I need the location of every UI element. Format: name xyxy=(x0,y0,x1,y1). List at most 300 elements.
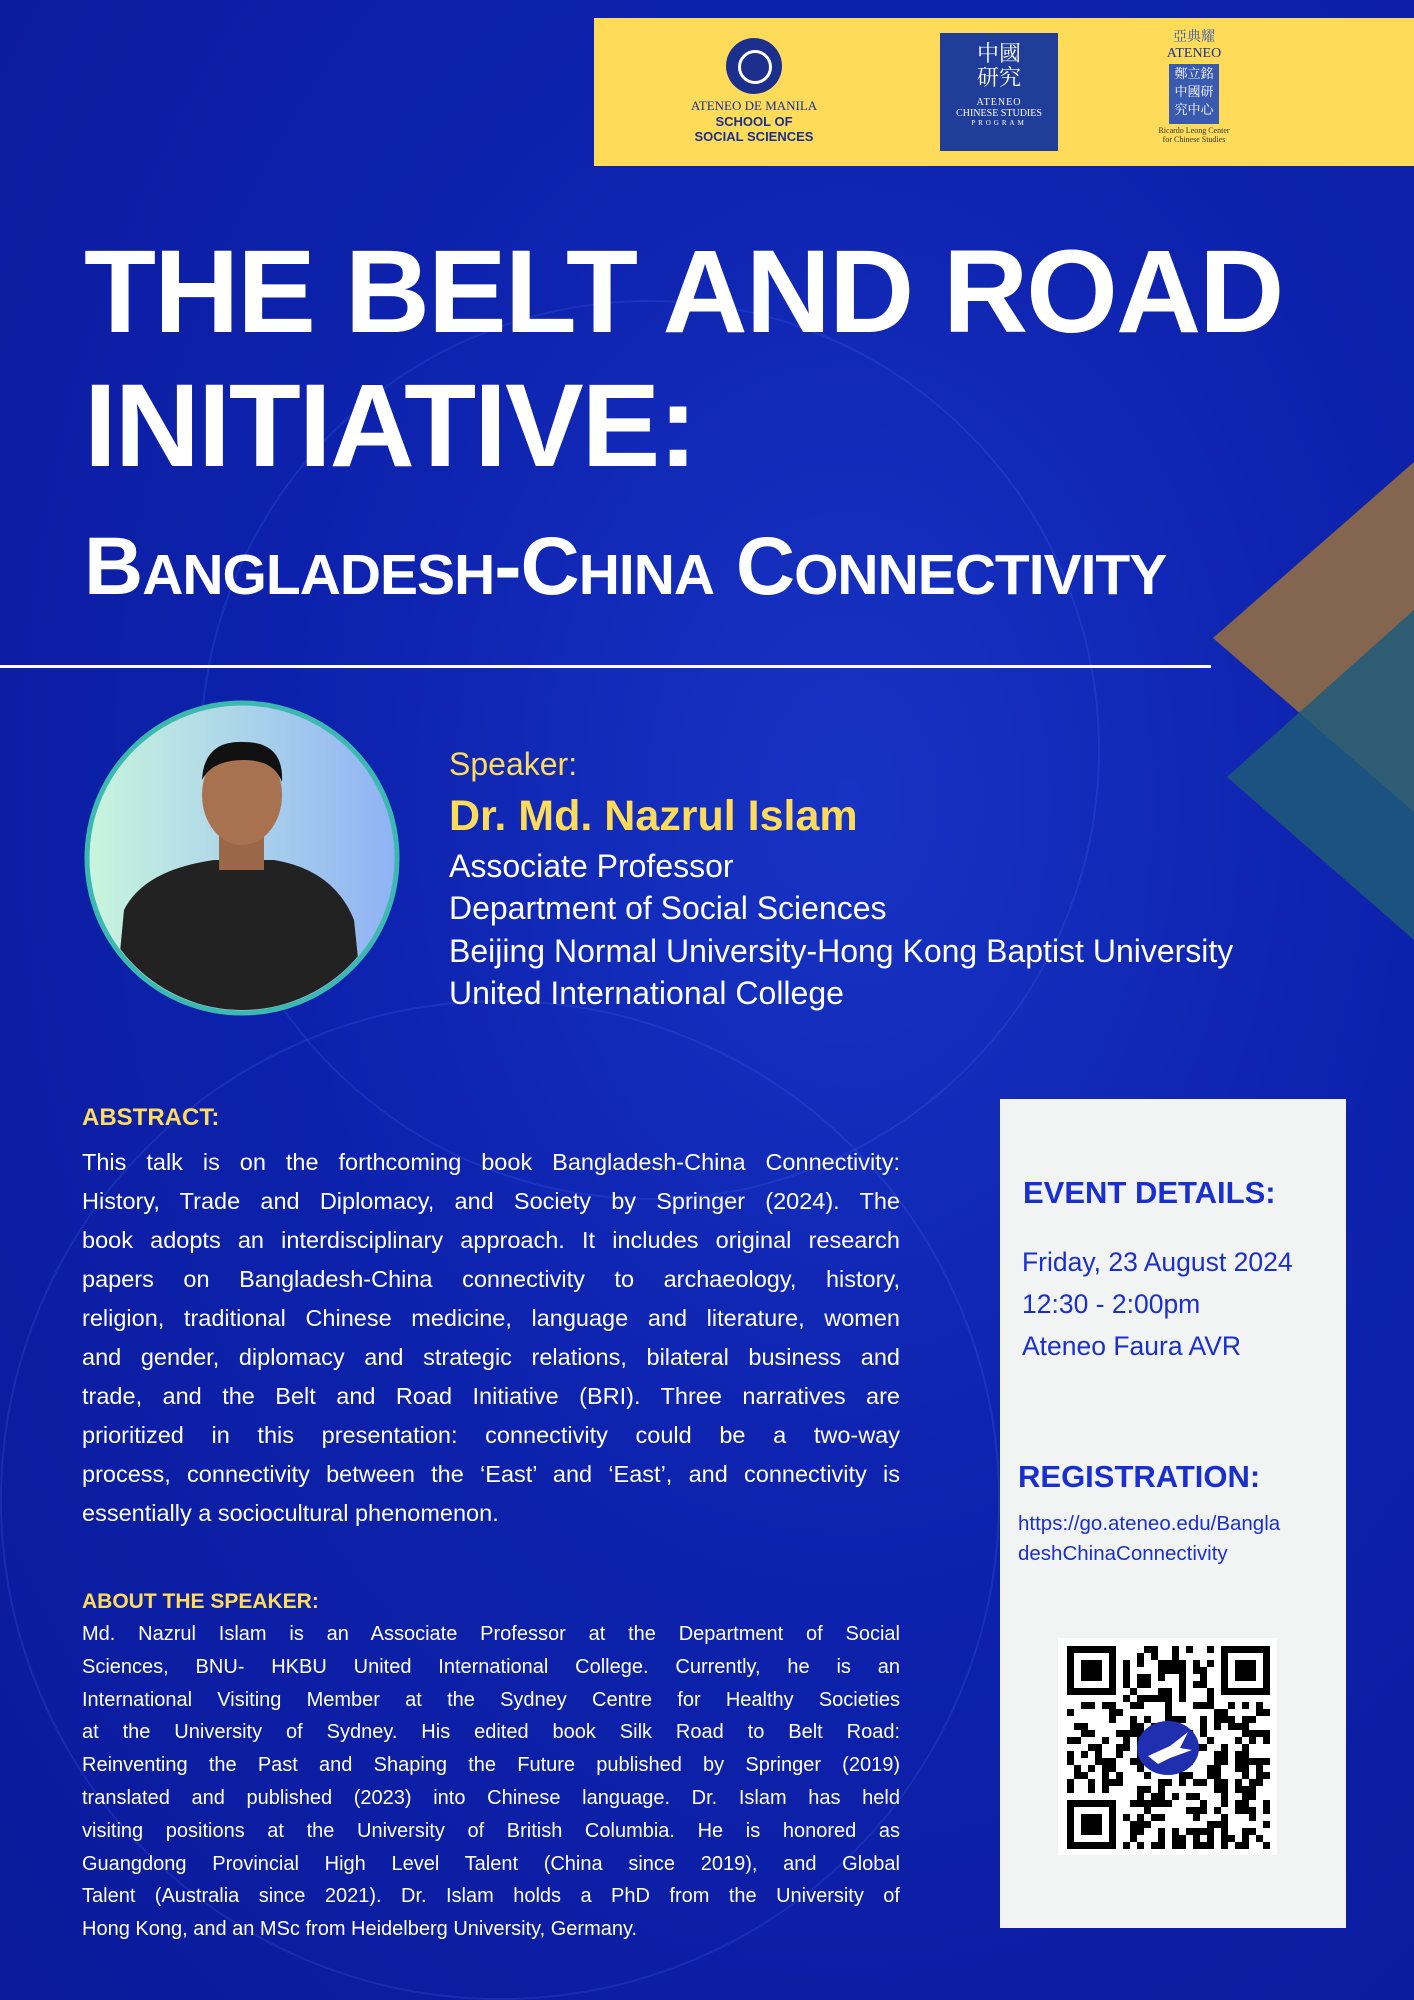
qr-module xyxy=(1172,1667,1179,1674)
about-line: Reinventing the Past and Shaping the Future published by Springer (2019) xyxy=(82,1754,900,1777)
qr-module xyxy=(1193,1667,1200,1674)
qr-module xyxy=(1172,1646,1179,1653)
divider xyxy=(0,665,1211,668)
event-details-heading: EVENT DETAILS: xyxy=(1023,1175,1276,1210)
qr-module xyxy=(1235,1842,1242,1849)
qr-module xyxy=(1137,1653,1144,1660)
abstract-line: process, connectivity between the ‘East’ and ‘East’, and connectivity is xyxy=(82,1461,900,1487)
abstract-line: book adopts an interdisciplinary approach. It includes original research xyxy=(82,1227,900,1253)
about-line: Guangdong Provincial High Level Talent (China since 2019), and Global xyxy=(82,1852,900,1875)
qr-module xyxy=(1242,1835,1249,1842)
title-line-1: THE BELT AND ROAD xyxy=(84,226,1283,358)
qr-module xyxy=(1207,1688,1214,1695)
qr-module xyxy=(1137,1800,1144,1807)
qr-module xyxy=(1158,1835,1165,1842)
qr-module xyxy=(1186,1646,1193,1653)
qr-module xyxy=(1228,1716,1235,1723)
qr-module xyxy=(1102,1779,1109,1786)
qr-module xyxy=(1200,1681,1207,1688)
qr-module xyxy=(1200,1723,1207,1730)
qr-module xyxy=(1123,1667,1130,1674)
qr-module xyxy=(1123,1842,1130,1849)
qr-module xyxy=(1116,1709,1123,1716)
qr-module xyxy=(1221,1793,1228,1800)
qr-module xyxy=(1221,1821,1228,1828)
qr-module xyxy=(1151,1800,1158,1807)
registration-url-line: deshChinaConnectivity xyxy=(1018,1542,1228,1565)
qr-module xyxy=(1130,1702,1137,1709)
qr-module xyxy=(1193,1793,1200,1800)
qr-module xyxy=(1137,1674,1144,1681)
qr-module xyxy=(1130,1730,1137,1737)
qr-module xyxy=(1200,1842,1207,1849)
logo-line: PROGRAM xyxy=(971,119,1027,128)
qr-module xyxy=(1137,1793,1144,1800)
qr-module xyxy=(1123,1730,1130,1737)
qr-module xyxy=(1137,1723,1144,1730)
qr-module xyxy=(1130,1835,1137,1842)
qr-module xyxy=(1088,1765,1095,1772)
speaker-department: Department of Social Sciences xyxy=(449,890,887,926)
qr-module xyxy=(1102,1772,1109,1779)
about-line: visiting positions at the University of British Columbia. He is honored as xyxy=(82,1819,900,1842)
qr-module xyxy=(1116,1751,1123,1758)
qr-module xyxy=(1137,1842,1144,1849)
qr-module xyxy=(1165,1779,1172,1786)
about-line: at the University of Sydney. His edited book Silk Road to Belt Road: xyxy=(82,1721,900,1744)
qr-module xyxy=(1088,1744,1095,1751)
qr-module xyxy=(1158,1695,1165,1702)
qr-module xyxy=(1214,1723,1221,1730)
qr-module xyxy=(1144,1674,1151,1681)
qr-module xyxy=(1179,1716,1186,1723)
qr-module xyxy=(1144,1772,1151,1779)
qr-module xyxy=(1151,1646,1158,1653)
qr-module xyxy=(1081,1751,1088,1758)
qr-module xyxy=(1081,1702,1088,1709)
qr-module xyxy=(1102,1786,1109,1793)
qr-module xyxy=(1109,1779,1116,1786)
qr-module xyxy=(1158,1660,1165,1667)
qr-module xyxy=(1179,1674,1186,1681)
qr-module xyxy=(1242,1744,1249,1751)
qr-module xyxy=(1249,1758,1256,1765)
qr-module xyxy=(1242,1751,1249,1758)
qr-module xyxy=(1200,1800,1207,1807)
qr-module xyxy=(1144,1786,1151,1793)
qr-module xyxy=(1214,1772,1221,1779)
qr-module xyxy=(1172,1835,1179,1842)
qr-module xyxy=(1158,1814,1165,1821)
qr-module xyxy=(1242,1723,1249,1730)
qr-module xyxy=(1165,1702,1172,1709)
qr-module xyxy=(1193,1779,1200,1786)
qr-module xyxy=(1193,1814,1200,1821)
qr-module xyxy=(1130,1758,1137,1765)
qr-module xyxy=(1242,1758,1249,1765)
qr-module xyxy=(1172,1793,1179,1800)
qr-module xyxy=(1200,1744,1207,1751)
qr-module xyxy=(1179,1681,1186,1688)
qr-module xyxy=(1249,1716,1256,1723)
about-line: Talent (Australia since 2021). Dr. Islam holds a PhD from the University of xyxy=(82,1885,900,1908)
qr-module xyxy=(1081,1730,1088,1737)
qr-module xyxy=(1249,1779,1256,1786)
qr-module xyxy=(1123,1814,1130,1821)
qr-module xyxy=(1074,1737,1081,1744)
qr-module xyxy=(1165,1660,1172,1667)
triskelion-icon xyxy=(726,38,782,94)
qr-module xyxy=(1102,1758,1109,1765)
qr-module xyxy=(1074,1765,1081,1772)
qr-module xyxy=(1214,1709,1221,1716)
qr-module xyxy=(1186,1807,1193,1814)
qr-module xyxy=(1109,1709,1116,1716)
qr-module xyxy=(1256,1758,1263,1765)
qr-module xyxy=(1158,1828,1165,1835)
about-line: Hong Kong, and an MSc from Heidelberg University, Germany. xyxy=(82,1918,638,1941)
qr-module xyxy=(1221,1835,1228,1842)
qr-module xyxy=(1144,1800,1151,1807)
qr-module xyxy=(1235,1807,1242,1814)
qr-module xyxy=(1172,1828,1179,1835)
qr-module xyxy=(1158,1793,1165,1800)
qr-module xyxy=(1144,1695,1151,1702)
qr-module xyxy=(1221,1709,1228,1716)
qr-module xyxy=(1221,1800,1228,1807)
qr-module xyxy=(1242,1800,1249,1807)
qr-module xyxy=(1242,1702,1249,1709)
qr-module xyxy=(1186,1828,1193,1835)
qr-module xyxy=(1263,1842,1270,1849)
qr-module xyxy=(1256,1765,1263,1772)
qr-module xyxy=(1158,1688,1165,1695)
logo-chars: 鄭立銘中國研究中心 xyxy=(1169,64,1219,124)
qr-module xyxy=(1144,1807,1151,1814)
qr-module xyxy=(1137,1765,1144,1772)
abstract-line: History, Trade and Diplomacy, and Society by Springer (2024). The xyxy=(82,1188,900,1214)
qr-module xyxy=(1081,1814,1102,1835)
qr-module xyxy=(1200,1702,1207,1709)
qr-module xyxy=(1151,1653,1158,1660)
qr-module xyxy=(1158,1779,1165,1786)
qr-module xyxy=(1179,1667,1186,1674)
qr-module xyxy=(1137,1828,1144,1835)
qr-module xyxy=(1137,1821,1144,1828)
qr-module xyxy=(1151,1814,1158,1821)
qr-module xyxy=(1221,1828,1228,1835)
qr-module xyxy=(1130,1716,1137,1723)
qr-module xyxy=(1186,1772,1193,1779)
qr-module xyxy=(1235,1779,1242,1786)
qr-module xyxy=(1221,1751,1228,1758)
qr-module xyxy=(1081,1772,1088,1779)
logo-line: for Chinese Studies xyxy=(1162,135,1226,144)
qr-module xyxy=(1235,1765,1242,1772)
qr-module xyxy=(1235,1751,1242,1758)
qr-module xyxy=(1144,1821,1151,1828)
qr-module xyxy=(1221,1786,1228,1793)
qr-module xyxy=(1067,1709,1074,1716)
qr-module xyxy=(1179,1779,1186,1786)
qr-module xyxy=(1249,1828,1256,1835)
logo-line: SCHOOL OF xyxy=(715,114,793,129)
event-time: 12:30 - 2:00pm xyxy=(1022,1289,1201,1319)
qr-module xyxy=(1067,1758,1074,1765)
qr-module xyxy=(1214,1758,1221,1765)
abstract-line: religion, traditional Chinese medicine, language and literature, women xyxy=(82,1305,900,1331)
qr-module xyxy=(1235,1786,1242,1793)
qr-module xyxy=(1235,1758,1242,1765)
speaker-college: United International College xyxy=(449,975,844,1011)
qr-module xyxy=(1116,1779,1123,1786)
qr-module xyxy=(1193,1807,1200,1814)
event-details-panel xyxy=(1000,1099,1346,1928)
qr-module xyxy=(1130,1821,1137,1828)
qr-module xyxy=(1179,1772,1186,1779)
qr-module xyxy=(1123,1737,1130,1744)
qr-module xyxy=(1200,1667,1207,1674)
qr-module xyxy=(1158,1674,1165,1681)
qr-module xyxy=(1067,1737,1074,1744)
qr-module xyxy=(1088,1702,1095,1709)
qr-module xyxy=(1123,1660,1130,1667)
qr-module xyxy=(1193,1842,1200,1849)
qr-module xyxy=(1179,1695,1186,1702)
qr-module xyxy=(1207,1842,1214,1849)
qr-module xyxy=(1200,1674,1207,1681)
logo-line: ATENEO xyxy=(1166,46,1222,61)
about-line: Sciences, BNU- HKBU United International College. Currently, he is an xyxy=(82,1655,900,1678)
qr-module xyxy=(1249,1730,1256,1737)
speaker-university: Beijing Normal University-Hong Kong Baptist University xyxy=(449,933,1234,969)
qr-module xyxy=(1242,1828,1249,1835)
abstract-line: papers on Bangladesh-China connectivity to archaeology, history, xyxy=(82,1266,900,1292)
qr-module xyxy=(1081,1660,1102,1681)
qr-module xyxy=(1221,1842,1228,1849)
qr-module xyxy=(1242,1772,1249,1779)
qr-module xyxy=(1207,1737,1214,1744)
qr-module xyxy=(1137,1702,1144,1709)
qr-module xyxy=(1221,1716,1228,1723)
qr-module xyxy=(1074,1723,1081,1730)
qr-module xyxy=(1207,1835,1214,1842)
qr-module xyxy=(1088,1786,1095,1793)
qr-module xyxy=(1144,1646,1151,1653)
qr-module xyxy=(1067,1779,1074,1786)
qr-module xyxy=(1214,1821,1221,1828)
qr-module xyxy=(1256,1779,1263,1786)
qr-module xyxy=(1165,1709,1172,1716)
qr-code-icon[interactable] xyxy=(1058,1638,1277,1855)
qr-module xyxy=(1179,1842,1186,1849)
qr-module xyxy=(1214,1716,1221,1723)
qr-module xyxy=(1207,1765,1214,1772)
qr-module xyxy=(1172,1660,1179,1667)
about-line: translated and published (2023) into Chinese language. Dr. Islam has held xyxy=(82,1786,900,1809)
qr-module xyxy=(1249,1807,1256,1814)
qr-module xyxy=(1151,1793,1158,1800)
qr-module xyxy=(1123,1674,1130,1681)
qr-module xyxy=(1256,1730,1263,1737)
qr-module xyxy=(1249,1737,1256,1744)
qr-module xyxy=(1214,1779,1221,1786)
qr-module xyxy=(1207,1660,1214,1667)
speaker-title: Associate Professor xyxy=(449,848,734,884)
qr-module xyxy=(1074,1772,1081,1779)
qr-module xyxy=(1193,1660,1200,1667)
qr-module xyxy=(1088,1779,1095,1786)
qr-module xyxy=(1263,1730,1270,1737)
qr-module xyxy=(1235,1800,1242,1807)
qr-module xyxy=(1130,1828,1137,1835)
qr-module xyxy=(1102,1737,1109,1744)
logo-school-of-social-sciences xyxy=(654,38,854,144)
qr-module xyxy=(1242,1716,1249,1723)
qr-module xyxy=(1263,1758,1270,1765)
qr-module xyxy=(1214,1807,1221,1814)
qr-module xyxy=(1116,1730,1123,1737)
qr-module xyxy=(1249,1793,1256,1800)
qr-module xyxy=(1214,1765,1221,1772)
qr-module xyxy=(1123,1744,1130,1751)
qr-module xyxy=(1130,1723,1137,1730)
qr-module xyxy=(1263,1737,1270,1744)
qr-module xyxy=(1221,1744,1228,1751)
abstract-line: essentially a sociocultural phenomenon. xyxy=(82,1500,499,1526)
qr-module xyxy=(1165,1688,1172,1695)
qr-module xyxy=(1207,1695,1214,1702)
qr-module xyxy=(1158,1667,1165,1674)
qr-module xyxy=(1207,1646,1214,1653)
qr-module xyxy=(1200,1828,1207,1835)
qr-module xyxy=(1179,1660,1186,1667)
qr-module xyxy=(1172,1653,1179,1660)
qr-module xyxy=(1158,1800,1165,1807)
qr-module xyxy=(1221,1814,1228,1821)
qr-module xyxy=(1249,1814,1256,1821)
qr-module xyxy=(1200,1716,1207,1723)
qr-module xyxy=(1137,1814,1144,1821)
qr-module xyxy=(1165,1800,1172,1807)
qr-module xyxy=(1214,1786,1221,1793)
about-line: International Visiting Member at the Sydney Centre for Healthy Societies xyxy=(82,1688,900,1711)
qr-module xyxy=(1123,1681,1130,1688)
qr-module xyxy=(1116,1744,1123,1751)
qr-module xyxy=(1102,1765,1109,1772)
logo-chars: 中國研究 xyxy=(976,42,1021,92)
qr-module xyxy=(1193,1702,1200,1709)
qr-module xyxy=(1095,1758,1102,1765)
qr-module xyxy=(1109,1716,1116,1723)
abstract-line: prioritized in this presentation: connectivity could be a two-way xyxy=(82,1422,900,1448)
logo-chars: 亞典耀 xyxy=(1173,29,1215,45)
qr-module xyxy=(1193,1828,1200,1835)
qr-module xyxy=(1256,1702,1263,1709)
qr-module xyxy=(1242,1730,1249,1737)
qr-module xyxy=(1151,1842,1158,1849)
abstract-line: trade, and the Belt and Road Initiative (BRI). Three narratives are xyxy=(82,1383,900,1409)
logo-line: ATENEO DE MANILA xyxy=(690,98,818,113)
qr-module xyxy=(1130,1688,1137,1695)
logo-line: CHINESE STUDIES xyxy=(956,108,1042,120)
qr-module xyxy=(1228,1723,1235,1730)
registration-heading: REGISTRATION: xyxy=(1018,1459,1261,1494)
qr-module xyxy=(1228,1835,1235,1842)
qr-module xyxy=(1116,1772,1123,1779)
qr-module xyxy=(1130,1800,1137,1807)
qr-module xyxy=(1144,1716,1151,1723)
event-venue: Ateneo Faura AVR xyxy=(1022,1331,1242,1361)
logo-line: Ricardo Leong Center xyxy=(1158,126,1230,135)
qr-module xyxy=(1109,1765,1116,1772)
qr-module xyxy=(1088,1730,1095,1737)
title-line-2: INITIATIVE: xyxy=(84,360,696,492)
qr-module xyxy=(1235,1737,1242,1744)
qr-module xyxy=(1165,1695,1172,1702)
qr-module xyxy=(1263,1807,1270,1814)
qr-module xyxy=(1095,1744,1102,1751)
about-body xyxy=(82,1618,900,1946)
qr-module xyxy=(1221,1758,1228,1765)
speaker-photo xyxy=(84,700,400,1016)
qr-module xyxy=(1172,1842,1179,1849)
qr-module xyxy=(1067,1751,1074,1758)
qr-module xyxy=(1158,1842,1165,1849)
qr-module xyxy=(1137,1695,1144,1702)
registration-link[interactable] xyxy=(1018,1509,1280,1569)
logo-line: SOCIAL SCIENCES xyxy=(694,129,814,144)
qr-module xyxy=(1207,1702,1214,1709)
qr-module xyxy=(1242,1807,1249,1814)
abstract-line: and gender, diplomacy and strategic relations, bilateral business and xyxy=(82,1344,900,1370)
qr-module xyxy=(1221,1779,1228,1786)
qr-code-graphic xyxy=(1058,1638,1277,1855)
qr-module xyxy=(1263,1800,1270,1807)
logo-banner xyxy=(594,18,1414,166)
abstract-body xyxy=(82,1143,900,1533)
qr-module xyxy=(1235,1660,1256,1681)
about-line: Md. Nazrul Islam is an Associate Professor at the Department of Social xyxy=(82,1623,900,1645)
qr-module xyxy=(1242,1842,1249,1849)
about-heading: ABOUT THE SPEAKER: xyxy=(82,1590,319,1613)
qr-module xyxy=(1200,1779,1207,1786)
qr-module xyxy=(1263,1821,1270,1828)
qr-module xyxy=(1207,1828,1214,1835)
qr-module xyxy=(1228,1702,1235,1709)
qr-module xyxy=(1263,1772,1270,1779)
qr-module xyxy=(1179,1688,1186,1695)
qr-module xyxy=(1200,1730,1207,1737)
qr-module xyxy=(1067,1786,1074,1793)
qr-module xyxy=(1193,1835,1200,1842)
qr-module xyxy=(1256,1835,1263,1842)
qr-module xyxy=(1081,1723,1088,1730)
qr-module xyxy=(1179,1835,1186,1842)
qr-module xyxy=(1242,1786,1249,1793)
abstract-line: This talk is on the forthcoming book Bangladesh-China Connectivity: xyxy=(82,1149,900,1175)
qr-module xyxy=(1256,1772,1263,1779)
subtitle: Bangladesh-China Connectivity xyxy=(84,521,1167,612)
qr-module xyxy=(1102,1702,1109,1709)
qr-module xyxy=(1123,1695,1130,1702)
qr-module xyxy=(1235,1723,1242,1730)
registration-url-line: https://go.ateneo.edu/Bangla xyxy=(1018,1512,1281,1535)
qr-module xyxy=(1214,1751,1221,1758)
qr-module xyxy=(1109,1758,1116,1765)
qr-module xyxy=(1095,1751,1102,1758)
qr-module xyxy=(1256,1709,1263,1716)
